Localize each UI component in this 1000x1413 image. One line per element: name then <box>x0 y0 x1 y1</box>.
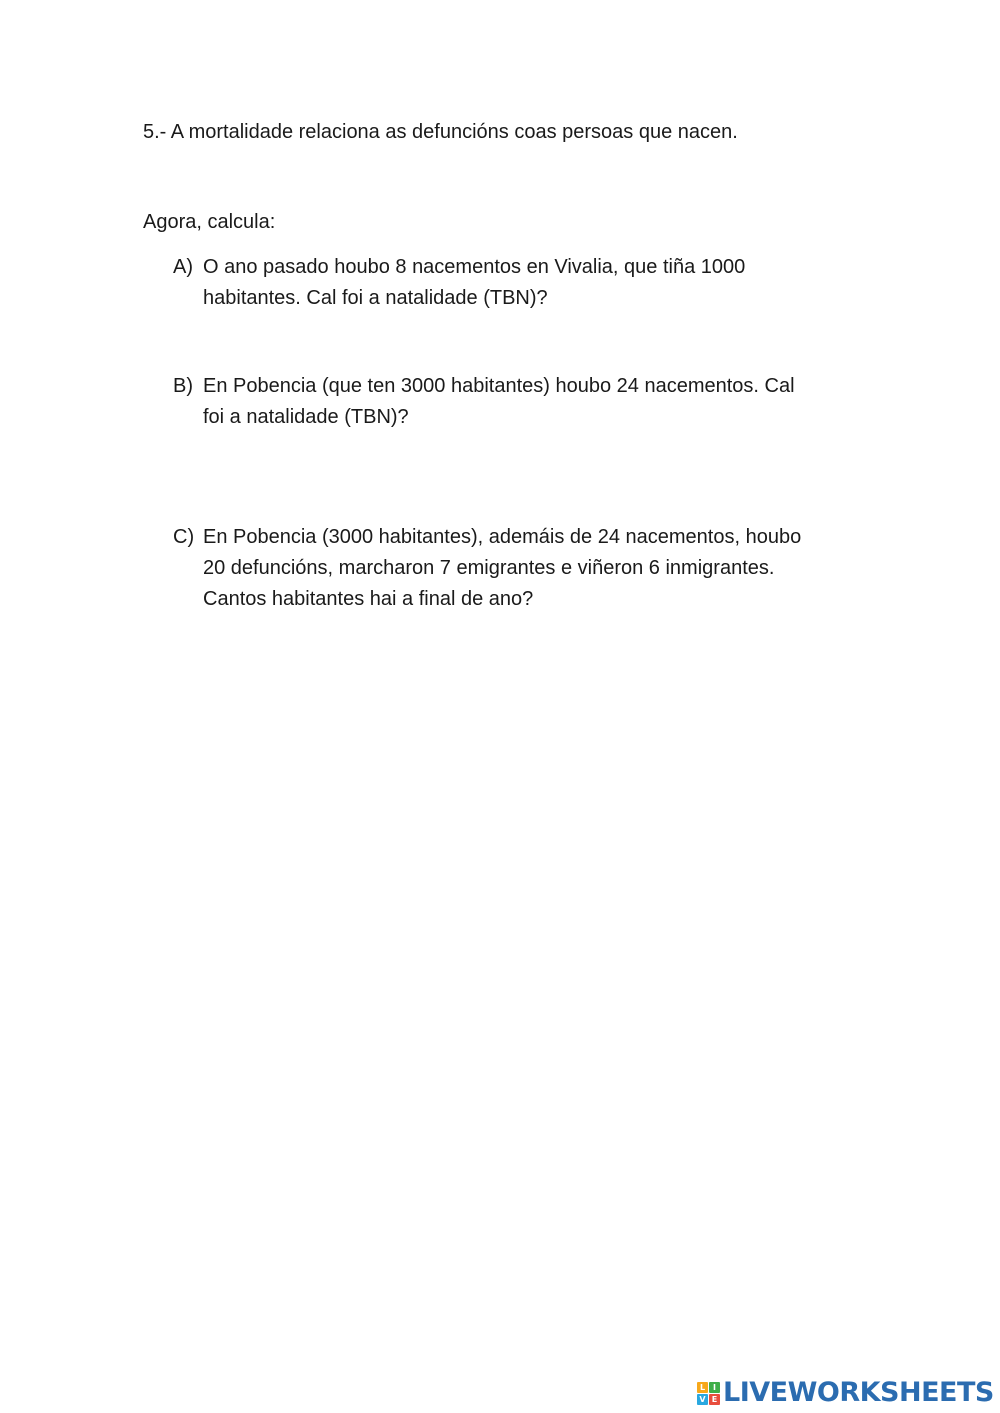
logo-tile-e: E <box>709 1394 720 1405</box>
question-c-letter: C) <box>173 526 195 548</box>
question-b-text <box>203 371 853 433</box>
question-c-line-3: Cantos habitantes hai a final de ano? <box>203 588 534 610</box>
question-b-line-2: foi a natalidade (TBN)? <box>203 406 409 428</box>
question-a-line-1: O ano pasado houbo 8 nacementos en Vivalia, que tiña 1000 <box>203 256 746 278</box>
liveworksheets-brand <box>697 1376 994 1410</box>
question-a-text <box>203 252 853 314</box>
question-c-line-2: 20 defuncións, marcharon 7 emigrantes e viñeron 6 inmigrantes. <box>203 557 775 579</box>
question-c-text <box>203 522 853 615</box>
question-b-line-1: En Pobencia (que ten 3000 habitantes) houbo 24 nacementos. Cal <box>203 375 795 397</box>
question-a-line-2: habitantes. Cal foi a natalidade (TBN)? <box>203 287 548 309</box>
liveworksheets-logo-icon <box>697 1382 720 1405</box>
logo-tile-l: L <box>697 1382 708 1393</box>
logo-tile-v: V <box>697 1394 708 1405</box>
question-a-letter: A) <box>173 256 193 278</box>
question-b-letter: B) <box>173 375 193 397</box>
prompt-text: Agora, calcula: <box>143 211 276 233</box>
statement-text: 5.- A mortalidade relaciona as defuncións coas persoas que nacen. <box>143 121 738 143</box>
logo-tile-i: I <box>709 1382 720 1393</box>
question-c-line-1: En Pobencia (3000 habitantes), ademáis de 24 nacementos, houbo <box>203 526 802 548</box>
brand-name: LIVEWORKSHEETS <box>723 1377 994 1408</box>
